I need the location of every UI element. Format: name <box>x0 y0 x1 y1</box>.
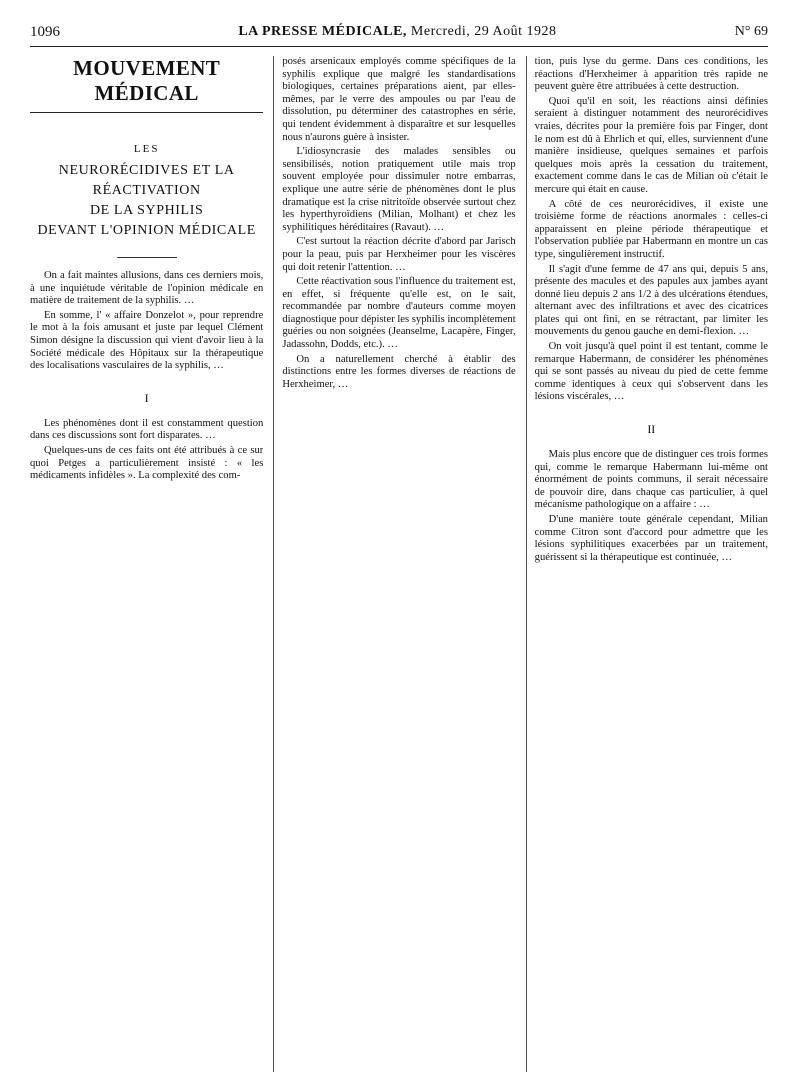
paragraph: Cette réactivation sous l'influence du traitement est, en effet, si fréquente qu'elle est, on le sait, recommandée par nombre d'auteurs comme moyen diagnostique pour dépister les syphilis incomplètement guéries ou non soignées (Jeanselme, Lacapère, Finger, Jadassohn, Dodds, etc.). … <box>282 276 516 351</box>
paragraph: A côté de ces neurorécidives, il existe une troisième forme de réactions anormales : celles-ci apparaissent en pleine période thérapeutique et l'observation publiée par Habermann en montre un cas type, singulièrement instructif. <box>534 198 768 260</box>
journal-heading <box>238 24 556 40</box>
paragraph: On voit jusqu'à quel point il est tentant, comme le remarque Habermann, de considérer les phénomènes qui se sont passés au niveau du pied de cette femme comme identiques à ceux qui s'observent dans les lésions viscérales, … <box>534 341 768 403</box>
paragraph: D'une manière toute générale cependant, Milian comme Citron sont d'accord pour admettre que les lésions syphilitiques exacerbées par un traitement, guérissent si la thérapeutique est continuée, … <box>534 514 768 563</box>
column-2 <box>273 56 515 1072</box>
article-title-line: DE LA SYPHILIS <box>89 203 204 218</box>
journal-title: LA PRESSE MÉDICALE, <box>238 24 407 39</box>
paragraph: On a naturellement cherché à établir des distinctions entre les formes diverses de réactions de Herxheimer, … <box>282 353 516 390</box>
issue-number: N° 69 <box>734 24 768 39</box>
article-title <box>30 143 263 241</box>
paragraph: posés arsenicaux employés comme spécifiques de la syphilis explique que malgré les standardisations biologiques, certaines préparations aient, par elles-mêmes, par le verre des ampoules ou par l'eau de dissolution, pu déterminer des catastrophes en série, qui tendent évidemment à disparaître et sur lesquelles nous n'aurons guère à insister. <box>282 56 516 143</box>
section-heading: MOUVEMENT MÉDICAL <box>30 56 263 113</box>
paragraph: On a fait maintes allusions, dans ces derniers mois, à une inquiétude véritable de l'opinion médicale en matière de traitement de la syphilis. … <box>30 270 264 307</box>
column-3 <box>526 56 768 1072</box>
paragraph: Il s'agit d'une femme de 47 ans qui, depuis 5 ans, présente des macules et des papules aux jambes ayant donné lieu depuis 2 ans 1/2 à des ulcérations étendues, alternant avec des infiltrations et avec des cicatrices plates qui ont fini, en se rétractant, par limiter les mouvements du genou gauche en demi-flexion. … <box>534 263 768 338</box>
page-number: 1096 <box>30 23 60 40</box>
article-kicker: LES <box>133 143 160 155</box>
paragraph: L'idiosyncrasie des malades sensibles ou sensibilisés, notion pratiquement utile mais trop souvent employée pour dissimuler notre embarras, explique une autre série de phénomènes dont le plus dramatique est la crise nitritoïde observée surtout chez les hyperthyroïdiens (Milian, Molhant) et chez les syphilitiques héréditaires (Ravaut). … <box>282 146 516 233</box>
divider <box>117 257 177 258</box>
issue-date: Mercredi, 29 Août 1928 <box>410 24 557 39</box>
paragraph: tion, puis lyse du germe. Dans ces conditions, les réactions d'Herxheimer à apparition très rapide ne peuvent guère être attribuées à cette destruction. <box>534 56 768 93</box>
paragraph: C'est surtout la réaction décrite d'abord par Jarisch pour la peau, puis par Herxheimer pour les viscères qui doit retenir l'attention. … <box>282 236 516 273</box>
paragraph: Quelques-uns de ces faits ont été attribués à ce sur quoi Petges a particulièrement insisté : « les médicaments infidèles ». La complexité des com- <box>30 444 264 482</box>
article-title-line: DEVANT L'OPINION MÉDICALE <box>37 223 256 238</box>
paragraph: En somme, l' « affaire Donzelot », pour reprendre le mot à la fois amusant et juste par lequel Clément Simon désigne la discussion qui vient d'avoir lieu à la Société médicale des Hôpitaux sur la thérapeutique des localisations vasculaires de la syphilis, … <box>30 309 264 372</box>
section-number: II <box>647 422 656 437</box>
article-title-line: NEURORÉCIDIVES ET LA RÉACTIVATION <box>58 163 235 198</box>
paragraph: Les phénomènes dont il est constamment question dans ces discussions sont fort disparates. … <box>30 417 264 442</box>
paragraph: Mais plus encore que de distinguer ces trois formes qui, comme le remarque Habermann lui-même ont énormément de points communs, il serait nécessaire de pouvoir dire, dans chaque cas particulier, à quel mécanisme pathologique on a affaire : … <box>534 449 768 511</box>
text-columns <box>30 56 768 1072</box>
page-header <box>30 18 768 47</box>
paragraph: Quoi qu'il en soit, les réactions ainsi définies seraient à distinguer notamment des neurorécidives vraies, décrites pour la première fois par Finger, dont le nom est dû à Ehrlich et qui, elles, surviennent d'une manière insidieuse, quelques semaines et parfois quelques mois après la cessation du traitement, exactement comme dans le cas de Milian où c'était le mercure qui était en cause. <box>534 95 768 195</box>
column-1 <box>30 56 263 1072</box>
section-number: I <box>144 390 149 405</box>
